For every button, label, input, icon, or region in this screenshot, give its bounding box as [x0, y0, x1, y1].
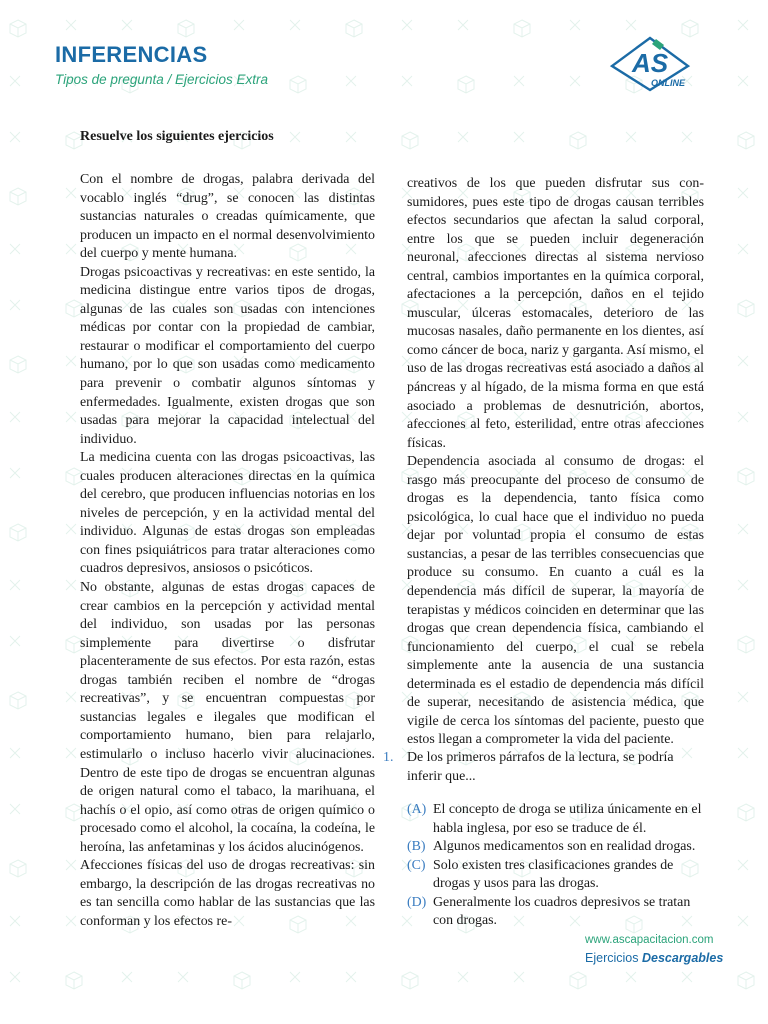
watermark-cross-mark: [10, 804, 20, 814]
as-online-logo: [608, 36, 692, 92]
watermark-cross-mark: [514, 132, 524, 142]
watermark-cube-mark: [570, 132, 586, 149]
watermark-cross-mark: [346, 76, 356, 86]
watermark-cube-mark: [738, 468, 754, 485]
footer-website-link[interactable]: www.ascapacitacion.com: [585, 934, 714, 946]
watermark-cube-mark: [402, 132, 418, 149]
watermark-cross-mark: [738, 748, 748, 758]
watermark-cross-mark: [346, 972, 356, 982]
watermark-cross-mark: [682, 132, 692, 142]
watermark-cube-mark: [570, 972, 586, 989]
watermark-cube-mark: [682, 20, 698, 37]
watermark-cube-mark: [10, 188, 26, 205]
watermark-cross-mark: [458, 132, 468, 142]
watermark-cross-mark: [66, 524, 76, 534]
option-a[interactable]: [383, 801, 705, 838]
watermark-cube-mark: [738, 804, 754, 821]
exercise-heading: Resuelve los siguientes ejercicios: [80, 129, 274, 144]
paragraph: No obstante, algunas de estas drogas capaces de crear cambios en la percepción y actividad mental del individuo, son usadas por las personas simplemente para divertirse o disfrutar placenteramente de sus efectos. Por esta razón, estas drogas también reciben el nombre de “drogas recreativas”, y se encuentran compuestas por sustancias legales e ilegales que modifican el comportamiento humano, bien para relajarlo, estimularlo o incluso hacerlo vivir alucinaciones. Dentro de este tipo de drogas se encuentran algunas de origen natural como el tabaco, la marihuana, el hachís o el opio, así como otras de origen químico o procesado como el alcohol, la cocaína, la codeína, le heroína, las anfetaminas y los ácidos alucinógenos.: [80, 580, 375, 855]
watermark-cross-mark: [66, 188, 76, 198]
page-title: INFERENCIAS: [55, 42, 208, 67]
answer-options: [383, 801, 705, 931]
watermark-cube-mark: [738, 300, 754, 317]
watermark-cross-mark: [626, 132, 636, 142]
watermark-cube-mark: [738, 132, 754, 149]
paragraph: Drogas psicoactivas y recreativas: en este sentido, la medicina distingue entre varios tipos de drogas, algunas de las cuales son usadas con intenciones médicas por contar con la propiedad de cambiar, restaurar o modificar el comportamiento del cuerpo humano, por lo que son usadas como medicamento para prevenir o combatir algunos síntomas y enfermedades. Igualmente, existen drogas que son usadas para mejorar la capacidad intelectual del individuo.: [80, 264, 375, 447]
watermark-cross-mark: [10, 300, 20, 310]
watermark-cross-mark: [458, 20, 468, 30]
watermark-cross-mark: [570, 20, 580, 30]
watermark-cube-mark: [346, 20, 362, 37]
watermark-cube-mark: [514, 20, 530, 37]
option-c[interactable]: [383, 857, 705, 894]
watermark-cross-mark: [122, 972, 132, 982]
footer-label: [585, 951, 723, 965]
watermark-cross-mark: [682, 972, 692, 982]
paragraph: Con el nombre de drogas, palabra derivada del vocablo inglés “drug”, se conocen las distintas sustancias naturales o creadas químicamente, que producen un impacto en el normal desenvolvimiento del cuerpo y mente humana.: [80, 172, 375, 262]
watermark-cross-mark: [402, 76, 412, 86]
logo-main-text: AS: [631, 48, 669, 78]
question-text: De los primeros párrafos de la lectura, se podría inferir que...: [407, 750, 674, 784]
option-letter: (C): [407, 857, 426, 873]
watermark-cross-mark: [10, 748, 20, 758]
watermark-cross-mark: [10, 132, 20, 142]
watermark-cross-mark: [178, 972, 188, 982]
watermark-cube-mark: [458, 76, 474, 93]
watermark-cross-mark: [10, 412, 20, 422]
watermark-cross-mark: [66, 20, 76, 30]
watermark-cube-mark: [10, 524, 26, 541]
watermark-cross-mark: [738, 692, 748, 702]
watermark-cross-mark: [514, 76, 524, 86]
watermark-cross-mark: [66, 748, 76, 758]
watermark-cross-mark: [514, 972, 524, 982]
watermark-cross-mark: [66, 412, 76, 422]
watermark-cross-mark: [458, 972, 468, 982]
watermark-cross-mark: [10, 636, 20, 646]
watermark-cross-mark: [10, 972, 20, 982]
logo-sub-text: ONLINE: [650, 78, 686, 88]
watermark-cross-mark: [66, 356, 76, 366]
watermark-cube-mark: [10, 20, 26, 37]
watermark-cross-mark: [738, 356, 748, 366]
footer-label-emphasis: Descargables: [641, 951, 724, 965]
watermark-cross-mark: [738, 580, 748, 590]
watermark-cross-mark: [626, 972, 636, 982]
option-letter: (A): [407, 802, 427, 817]
watermark-cube-mark: [178, 20, 194, 37]
watermark-cube-mark: [402, 972, 418, 989]
watermark-cross-mark: [290, 972, 300, 982]
watermark-cross-mark: [10, 916, 20, 926]
watermark-cross-mark: [738, 20, 748, 30]
paragraph: Dependencia asociada al consumo de drogas: el rasgo más preocupante del proceso de consumo de drogas es la dependencia, tanto física como psicológica, lo cual hace que el individuo no pueda dejar por voluntad propia el consumo de estas sustancias, a pesar de las terribles consecuencias que produce su consumo. En cuanto a cuál es la dependencia más difícil de superar, la mayoría de terapistas y médicos coinciden en determinar que las drogas que crean dependencia física, cambiando el funcionamiento del cuerpo, el cual se rebela simplemente ante la ausencia de una sustancia determinada es el estadio de dependencia más difícil de superar, necesitando de asistencia médica, que vigile de cerca los síntomas del paciente, puesto que estos llegan a comprometer la vida del paciente.: [407, 454, 704, 748]
watermark-cross-mark: [290, 20, 300, 30]
option-text: Solo existen tres clasificaciones grandes de drogas y usos para las drogas.: [433, 857, 674, 892]
watermark-cross-mark: [66, 580, 76, 590]
watermark-cross-mark: [10, 468, 20, 478]
watermark-cross-mark: [290, 132, 300, 142]
footer-label-prefix: Ejercicios: [585, 951, 639, 965]
question-number: 1.: [383, 750, 394, 765]
watermark-cross-mark: [738, 412, 748, 422]
page-subtitle: Tipos de pregunta / Ejercicios Extra: [55, 72, 268, 87]
watermark-cross-mark: [66, 860, 76, 870]
watermark-cube-mark: [10, 860, 26, 877]
option-d[interactable]: [383, 894, 705, 931]
watermark-cross-mark: [738, 524, 748, 534]
watermark-cross-mark: [738, 244, 748, 254]
watermark-cube-mark: [290, 76, 306, 93]
watermark-cross-mark: [402, 20, 412, 30]
option-text: Algunos medicamentos son en realidad drogas.: [433, 839, 696, 855]
watermark-cross-mark: [122, 20, 132, 30]
option-text: Generalmente los cuadros depresivos se tratan con drogas.: [433, 894, 691, 929]
option-letter: (D): [407, 894, 427, 910]
watermark-cube-mark: [738, 972, 754, 989]
paragraph: La medicina cuenta con las drogas psicoactivas, las cuales producen alteraciones directas en la química del cerebro, que producen influencias notorias en los niveles de percepción, y en la actividad mental del individuo. Algunas de estas drogas son empleadas con fines psiquiátricos para tratar alteraciones como cuadros depresivos, ansiosos o psicóticos.: [80, 450, 375, 577]
watermark-cross-mark: [626, 20, 636, 30]
watermark-cross-mark: [738, 916, 748, 926]
watermark-cross-mark: [10, 244, 20, 254]
reading-right-column: [407, 175, 704, 750]
watermark-cube-mark: [66, 972, 82, 989]
option-b[interactable]: [383, 838, 705, 857]
option-text: El concepto de droga se utiliza únicamente en el habla inglesa, por eso se traduce de él.: [433, 802, 702, 836]
watermark-cross-mark: [570, 76, 580, 86]
watermark-cross-mark: [346, 132, 356, 142]
reading-left-column: [80, 171, 375, 931]
watermark-cross-mark: [66, 244, 76, 254]
watermark-cross-mark: [234, 20, 244, 30]
watermark-cross-mark: [66, 916, 76, 926]
paragraph: Afecciones físicas del uso de drogas recreativas: sin embargo, la descripción de las drogas recreativas no es tan sencilla como hablar de las sustancias que las conforman y los efectos re-: [80, 858, 375, 929]
watermark-cross-mark: [10, 76, 20, 86]
option-letter: (B): [407, 839, 426, 855]
watermark-cube-mark: [234, 972, 250, 989]
paragraph: creativos de los que pueden disfrutar sus consumidores, pues este tipo de drogas causan terribles efectos secundarios que afectan la salud corporal, entre los que se pueden incluir degeneración neuronal, afecciones directas al sistema nervioso central, cambios importantes en la química corporal, afectaciones a la percepción, daños en el tejido muscular, úlceras estomacales, deterioro de las mucosas nasales, daño permanente en los dientes, así como cáncer de boca, nariz y garganta. Así mismo, el uso de las drogas recreativas está asociado a daños al páncreas y al hígado, de la misma forma en que está asociado a problemas de desnutrición, abortos, afecciones al feto, esterilidad, entre otras afecciones físicas.: [407, 176, 704, 451]
watermark-cube-mark: [10, 356, 26, 373]
watermark-cross-mark: [10, 580, 20, 590]
watermark-cube-mark: [738, 636, 754, 653]
watermark-cube-mark: [10, 692, 26, 709]
watermark-cross-mark: [738, 76, 748, 86]
watermark-cross-mark: [738, 860, 748, 870]
watermark-cross-mark: [66, 692, 76, 702]
watermark-cross-mark: [738, 188, 748, 198]
